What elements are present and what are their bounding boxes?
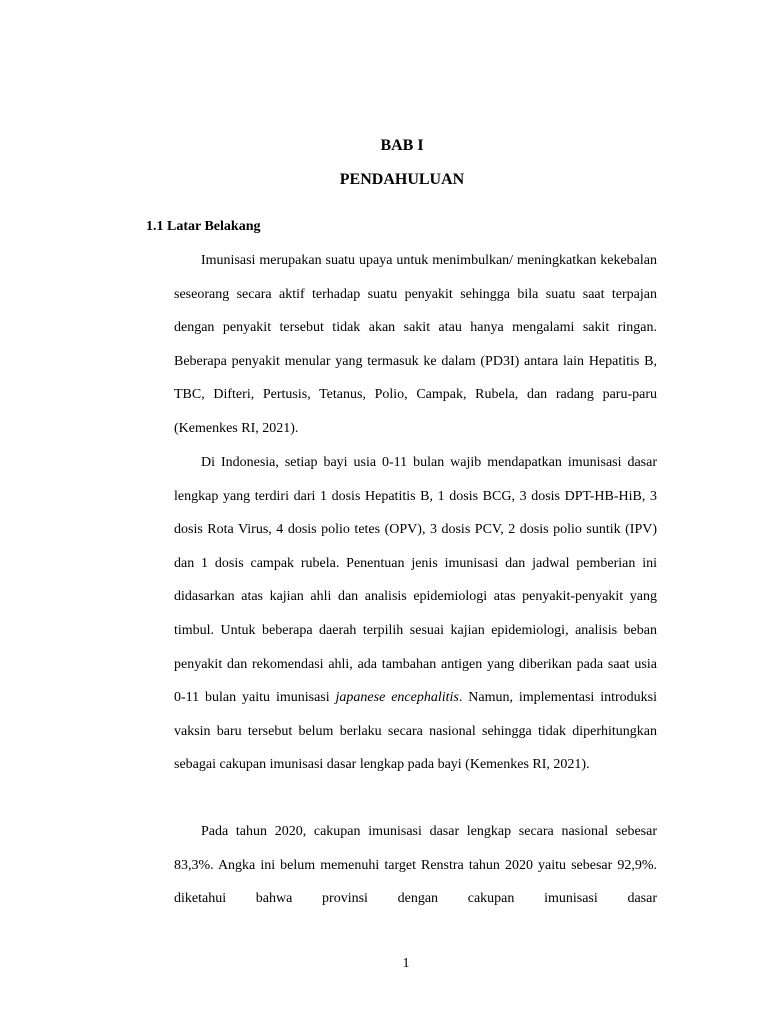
paragraph-2-italic-term: japanese encephalitis	[335, 690, 459, 706]
chapter-subtitle: PENDAHULUAN	[339, 171, 465, 188]
paragraph-2	[174, 446, 657, 782]
paragraph-2-text-end: . Namun, implementasi introduksi vaksin baru tersebut belum berlaku secara nasional sehingga tidak diperhitungkan sebagai cakupan imunisasi dasar lengkap pada bayi (Kemenkes RI, 2021).	[174, 690, 657, 773]
chapter-title: BAB I	[380, 137, 424, 154]
section-heading: 1.1 Latar Belakang	[146, 219, 261, 234]
paragraph-3: Pada tahun 2020, cakupan imunisasi dasar lengkap secara nasional sebesar 83,3%. Angka ini belum memenuhi target Renstra tahun 2020 yaitu sebesar 92,9%. diketahui bahwa provinsi dengan cakupan imunisasi dasar	[174, 824, 657, 907]
paragraph-2-text-start: Di Indonesia, setiap bayi usia 0-11 bulan wajib mendapatkan imunisasi dasar lengkap yang terdiri dari 1 dosis Hepatitis B, 1 dosis BCG, 3 dosis DPT-HB-HiB, 3 dosis Rota Virus, 4 dosis polio tetes (OPV), 3 dosis PCV, 2 dosis polio suntik (IPV) dan 1 dosis campak rubela. Penentuan jenis imunisasi dan jadwal pemberian ini didasarkan atas kajian ahli dan analisis epidemiologi atas penyakit-penyakit yang timbul. Untuk beberapa daerah terpilih sesuai kajian epidemiologi, analisis beban penyakit dan rekomendasi ahli, ada tambahan antigen yang diberikan pada saat usia 0-11 bulan yaitu imunisasi	[174, 455, 657, 706]
page-number: 1	[402, 956, 410, 971]
paragraph-1: Imunisasi merupakan suatu upaya untuk menimbulkan/ meningkatkan kekebalan seseorang secara aktif terhadap suatu penyakit sehingga bila suatu saat terpajan dengan penyakit tersebut tidak akan sakit atau hanya mengalami sakit ringan. Beberapa penyakit menular yang termasuk ke dalam (PD3I) antara lain Hepatitis B, TBC, Difteri, Pertusis, Tetanus, Polio, Campak, Rubela, dan radang paru-paru (Kemenkes RI, 2021).	[174, 253, 657, 436]
